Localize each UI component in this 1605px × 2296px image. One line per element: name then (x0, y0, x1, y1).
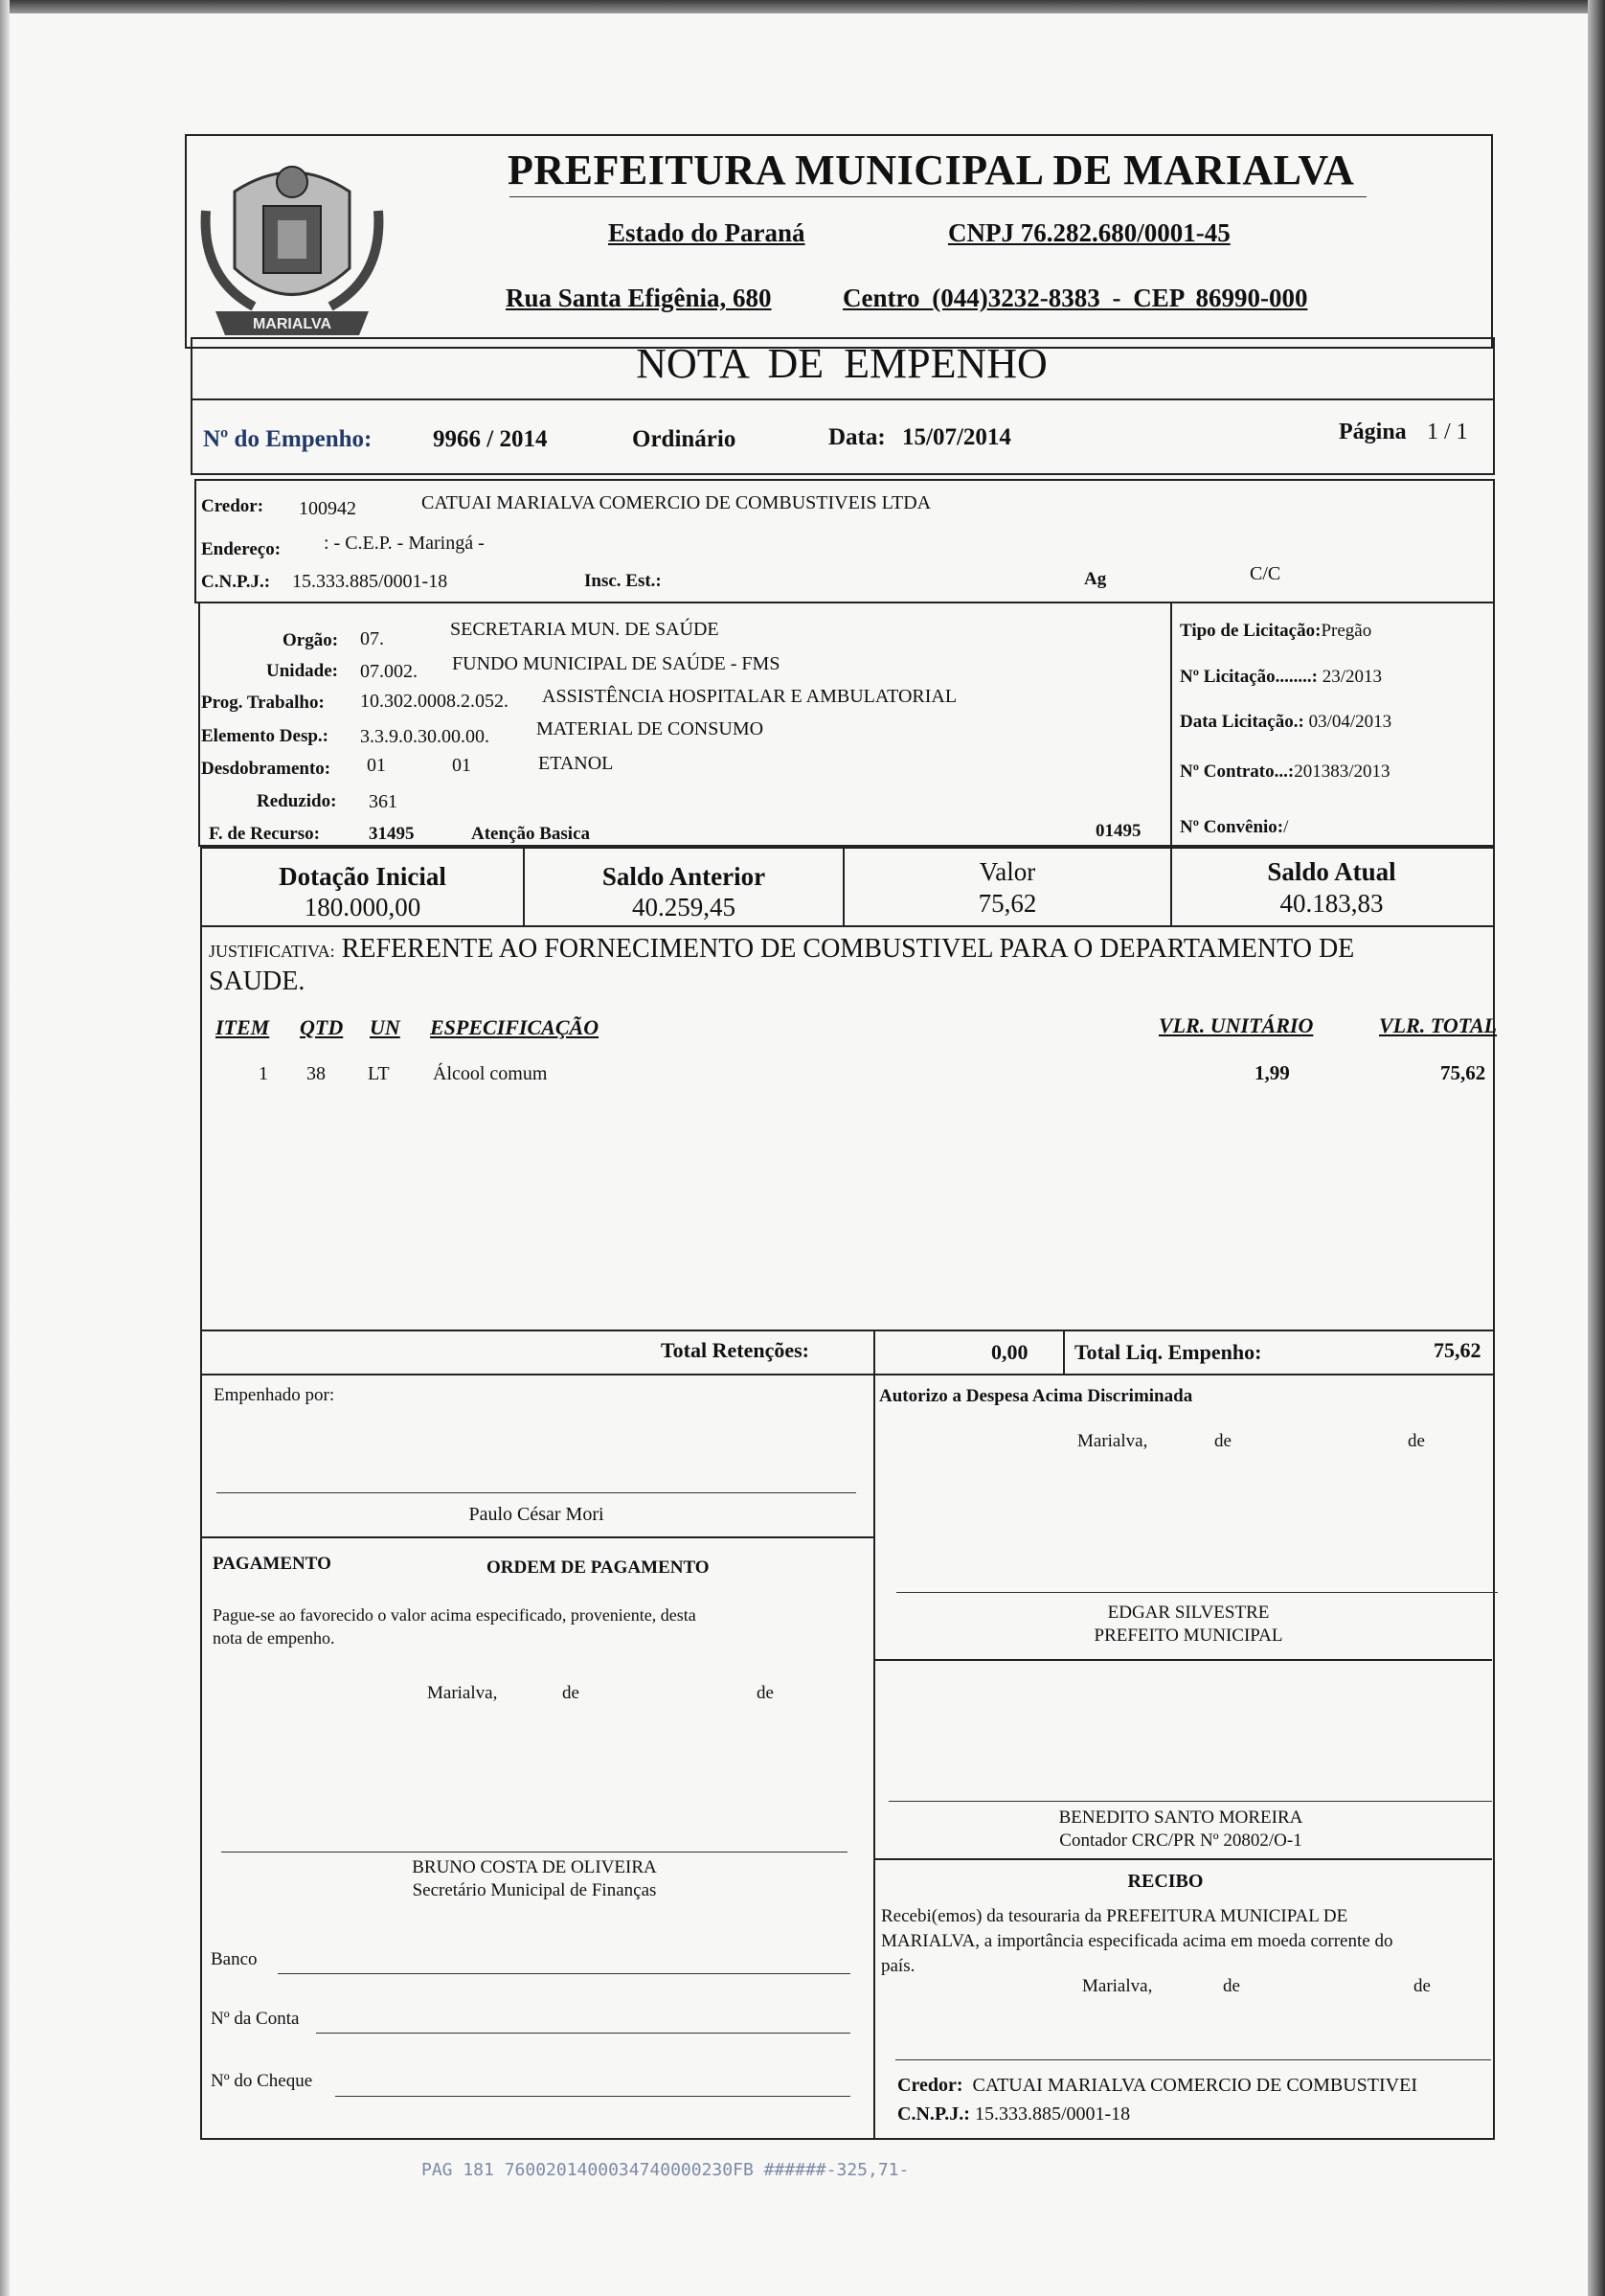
justificativa-label: JUSTIFICATIVA: (209, 942, 335, 961)
cnpj-text: CNPJ 76.282.680/0001-45 (948, 218, 1231, 247)
totals-divider-2 (1063, 1330, 1065, 1374)
empenho-number-label: Nº do Empenho: (203, 426, 373, 452)
cc-label: C/C (1250, 563, 1281, 584)
liq-value: 75,62 (1434, 1338, 1481, 1362)
empenho-type: Ordinário (632, 426, 736, 452)
row-spec: Álcool comum (433, 1063, 548, 1084)
recibo-cnpj-label: C.N.P.J.: (897, 2103, 970, 2125)
orgao-name: SECRETARIA MUN. DE SAÚDE (450, 619, 719, 640)
contador-name: BENEDITO SANTO MOREIRA (1058, 1807, 1303, 1828)
desdobramento-label: Desdobramento: (201, 759, 331, 779)
col-total: VLR. TOTAL (1379, 1013, 1498, 1037)
orgao-code: 07. (360, 628, 384, 649)
page-label: Página (1339, 420, 1407, 444)
orgao-label: Orgão: (283, 630, 339, 650)
insc-label: Insc. Est.: (584, 571, 662, 591)
recibo-cnpj-value: 15.333.885/0001-18 (974, 2103, 1131, 2125)
lower-box (200, 1374, 1495, 2140)
elemento-code: 3.3.9.0.30.00.00. (360, 726, 489, 747)
district-phone-cep: Centro (044)3232-8383 - CEP 86990-000 (843, 284, 1308, 312)
empenhado-name: Paulo César Mori (468, 1504, 604, 1525)
recibo-label: RECIBO (1127, 1871, 1204, 1892)
saldo-atual-value: 40.183,83 (1279, 889, 1384, 918)
col-un: UN (370, 1015, 400, 1039)
pague-text-2: nota de empenho. (213, 1628, 335, 1648)
scan-edge-right (1588, 0, 1605, 2296)
dotacao-inicial-label: Dotação Inicial (279, 862, 446, 891)
recurso-value: 31495 (369, 824, 415, 844)
prefeito-signature-line (896, 1592, 1498, 1593)
lower-divider (873, 1374, 875, 2138)
crest-icon (196, 153, 388, 350)
recibo-credor-label: Credor: (897, 2075, 963, 2096)
recurso-label: F. de Recurso: (209, 824, 320, 844)
row-item: 1 (259, 1063, 268, 1084)
reduzido-value: 361 (369, 791, 397, 812)
banco-label: Banco (211, 1949, 258, 1969)
recibo-credor-name: CATUAI MARIALVA COMERCIO DE COMBUSTIVEI (972, 2075, 1417, 2096)
recibo-signature-line (895, 2059, 1491, 2060)
totals-divider-1 (873, 1330, 875, 1374)
liq-label: Total Liq. Empenho: (1074, 1340, 1262, 1364)
conta-label: Nº da Conta (211, 2009, 300, 2029)
data-licitacao-value: 03/04/2013 (1308, 712, 1392, 732)
justificativa-text-2: SAUDE. (209, 966, 305, 996)
col-unit: VLR. UNITÁRIO (1159, 1013, 1314, 1037)
num-licitacao-label: Nº Licitação........: (1180, 667, 1318, 687)
credor-code: 100942 (299, 498, 356, 519)
convenio-label: Nº Convênio: (1180, 817, 1284, 837)
totals-box (200, 1330, 1495, 1375)
pagamento-divider (200, 1536, 874, 1538)
pagamento-de-1: de (562, 1683, 579, 1703)
recurso-code: 01495 (1096, 821, 1142, 841)
row-unit: 1,99 (1255, 1061, 1290, 1084)
payment-stamp: PAG 181 7600201400034740000230FB ######-325,71- (421, 2160, 910, 2180)
tipo-licitacao-value: Pregão (1321, 621, 1372, 641)
scan-edge-top (0, 0, 1605, 13)
cheque-label: Nº do Cheque (211, 2071, 313, 2091)
col-spec: ESPECIFICAÇÃO (430, 1015, 599, 1039)
pagamento-label: PAGAMENTO (213, 1554, 331, 1574)
pague-text-1: Pague-se ao favorecido o valor acima especificado, proveniente, desta (213, 1605, 696, 1625)
data-licitacao-label: Data Licitação.: (1180, 712, 1304, 732)
address-text: Rua Santa Efigênia, 680 (506, 284, 772, 312)
recibo-text-1: Recebi(emos) da tesouraria da PREFEITURA MUNICIPAL DE (881, 1906, 1348, 1926)
page-title: PREFEITURA MUNICIPAL DE MARIALVA (508, 147, 1355, 193)
recibo-text-2: MARIALVA, a importância especificada acima em moeda corrente do (881, 1931, 1393, 1951)
prog-name: ASSISTÊNCIA HOSPITALAR E AMBULATORIAL (542, 686, 958, 707)
retencoes-value: 0,00 (991, 1340, 1029, 1364)
cheque-line[interactable] (335, 2096, 850, 2097)
autorizo-place: Marialva, (1077, 1431, 1148, 1451)
recurso-name: Atenção Basica (471, 824, 591, 844)
valor-value: 75,62 (978, 889, 1037, 918)
endereco-label: Endereço: (201, 539, 282, 559)
scan-edge-left (0, 0, 10, 2296)
contrato-value: 201383/2013 (1294, 762, 1390, 782)
justificativa-text-1: REFERENTE AO FORNECIMENTO DE COMBUSTIVEL PARA O DEPARTAMENTO DE (341, 934, 1355, 964)
crest-text: MARIALVA (252, 316, 332, 332)
unidade-code: 07.002. (360, 661, 418, 682)
col-item: ITEM (215, 1015, 270, 1039)
num-licitacao-value: 23/2013 (1322, 667, 1383, 687)
row-un: LT (368, 1063, 390, 1084)
reduzido-label: Reduzido: (257, 791, 337, 811)
contador-title: Contador CRC/PR Nº 20802/O-1 (1059, 1830, 1302, 1851)
contrato-label: Nº Contrato...: (1180, 762, 1295, 782)
pagamento-place: Marialva, (427, 1683, 498, 1703)
recibo-de-1: de (1223, 1976, 1240, 1996)
recibo-text-3: país. (881, 1956, 916, 1976)
date-value: 15/07/2014 (902, 424, 1011, 450)
recibo-divider (873, 1858, 1492, 1860)
prefeito-name: EDGAR SILVESTRE (1107, 1603, 1270, 1623)
tipo-licitacao-label: Tipo de Licitação: (1180, 621, 1322, 641)
recibo-de-2: de (1413, 1976, 1431, 1996)
secretario-title: Secretário Municipal de Finanças (412, 1880, 657, 1900)
prog-label: Prog. Trabalho: (201, 693, 325, 713)
autorizo-de-2: de (1408, 1431, 1425, 1451)
credor-name: CATUAI MARIALVA COMERCIO DE COMBUSTIVEIS LTDA (421, 492, 932, 513)
col-qtd: QTD (300, 1015, 344, 1039)
recibo-place: Marialva, (1082, 1976, 1153, 1996)
unidade-label: Unidade: (266, 661, 338, 681)
cnpj-value: 15.333.885/0001-18 (292, 571, 448, 592)
cnpj-label: C.N.P.J.: (201, 572, 271, 592)
desdobramento-code: 01 (367, 755, 386, 776)
saldo-anterior-label: Saldo Anterior (601, 862, 766, 891)
title-underline (509, 196, 1367, 197)
unidade-name: FUNDO MUNICIPAL DE SAÚDE - FMS (452, 653, 780, 674)
saldo-atual-label: Saldo Atual (1267, 857, 1396, 886)
endereco-value: : - C.E.P. - Maringá - (324, 533, 485, 554)
dotacao-divider (1170, 602, 1172, 845)
desdobramento-sub: 01 (452, 755, 471, 776)
contador-signature-line (889, 1801, 1492, 1802)
empenhado-label: Empenhado por: (214, 1385, 335, 1405)
empenhado-signature-line (216, 1492, 856, 1493)
ordem-label: ORDEM DE PAGAMENTO (486, 1557, 710, 1578)
elemento-label: Elemento Desp.: (201, 726, 328, 746)
ag-label: Ag (1084, 569, 1107, 589)
secretario-name: BRUNO COSTA DE OLIVEIRA (412, 1857, 657, 1877)
state-text: Estado do Paraná (608, 218, 805, 247)
retencoes-label: Total Retenções: (661, 1338, 809, 1362)
prefeito-title: PREFEITO MUNICIPAL (1094, 1625, 1283, 1646)
date-label: Data: (828, 424, 886, 450)
row-total: 75,62 (1440, 1061, 1486, 1084)
page-value: 1 / 1 (1427, 420, 1468, 444)
empenho-number: 9966 / 2014 (433, 426, 548, 452)
conta-line[interactable] (316, 2033, 850, 2034)
doc-title: NOTA DE EMPENHO (636, 340, 1048, 387)
credor-label: Credor: (201, 496, 264, 516)
banco-line[interactable] (278, 1973, 850, 1974)
elemento-name: MATERIAL DE CONSUMO (536, 718, 764, 739)
convenio-value: / (1283, 817, 1289, 837)
autorizo-label: Autorizo a Despesa Acima Discriminada (879, 1386, 1193, 1406)
desdobramento-name: ETANOL (538, 753, 614, 774)
contador-divider (873, 1659, 1492, 1661)
autorizo-de-1: de (1214, 1431, 1232, 1451)
valor-label: Valor (979, 857, 1036, 886)
row-qtd: 38 (306, 1063, 326, 1084)
secretario-signature-line (221, 1852, 848, 1853)
prog-code: 10.302.0008.2.052. (360, 691, 509, 712)
saldo-anterior-value: 40.259,45 (632, 893, 735, 921)
pagamento-de-2: de (757, 1683, 774, 1703)
dotacao-inicial-value: 180.000,00 (304, 893, 421, 921)
